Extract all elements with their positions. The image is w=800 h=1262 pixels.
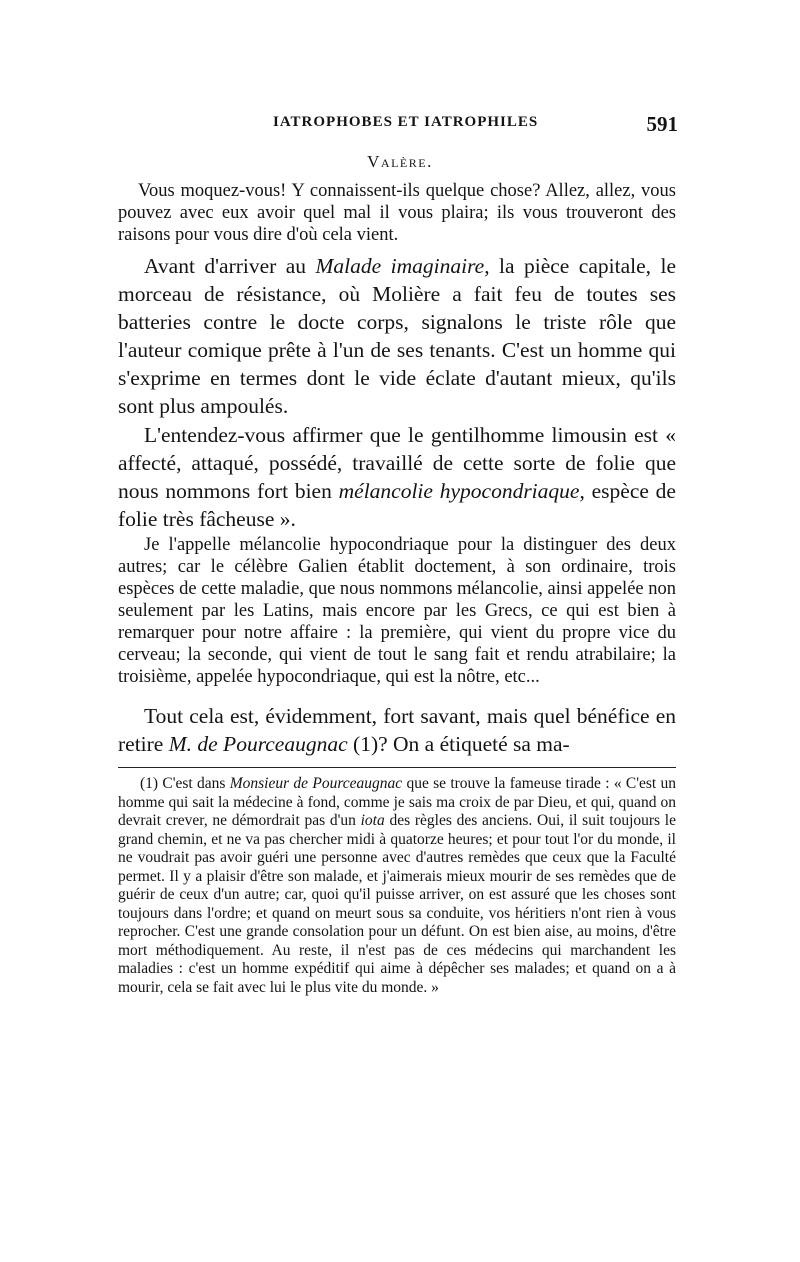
speech-block	[118, 180, 676, 246]
speech-text: Vous moquez-vous! Y connaissent-ils quelque chose? Allez, allez, vous pouvez avec eux avoir quel mal il vous plaira; ils vous trouveront des raisons pour vous dire d'où cela vient.	[118, 181, 676, 245]
play-title-italic: Malade imaginaire	[315, 254, 485, 278]
speaker-name: Valère.	[367, 152, 433, 171]
paragraph-2-text-end: , espèce de folie très fâcheuse ».	[118, 479, 676, 531]
paragraph-2-text-start: L'entendez-vous affirmer que le gentilhomme limousin est « affecté, attaqué, possédé, travaillé de cette sorte de folie que nous nommons fort bien	[118, 423, 676, 503]
paragraph-1-text-end: , la pièce capitale, le morceau de résistance, où Molière a fait feu de toutes ses batteries contre le docte corps, signalons le triste rôle que l'auteur comique prête à l'un de ses tenants. C'est un homme qui s'exprime en termes dont le vide éclate d'autant mieux, qu'ils sont plus ampoulés.	[118, 254, 676, 418]
quoted-passage-text: Je l'appelle mélancolie hypocondriaque pour la distinguer des deux autres; car le célèbre Galien établit doctement, à son ordinaire, trois espèces de cette maladie, que nous nommons mélancolie, ainsi appelée non seulement par les Latins, mais encore par les Grecs, ce qui est bien à remarquer pour notre affaire : la première, qui vient du propre vice du cerveau; la seconde, qui vient de tout le sang fait et rendu atrabilaire; la troisième, appelée hypocondriaque, qui est la nôtre, etc...	[118, 535, 676, 687]
paragraph-3-text-start: Tout cela est, évidemment, fort savant, mais quel bénéfice en retire	[118, 704, 676, 756]
footnote-text-start: (1) C'est dans	[140, 775, 230, 792]
footnote-iota: iota	[360, 812, 385, 829]
footnote-divider	[118, 767, 676, 768]
footnote	[118, 775, 676, 997]
paragraph-1-text-start: Avant d'arriver au	[144, 254, 316, 278]
page-header	[118, 114, 678, 138]
quoted-passage	[118, 534, 676, 688]
page-number: 591	[646, 112, 678, 136]
paragraph-3	[118, 702, 676, 758]
footnote-play-title: Monsieur de Pourceaugnac	[229, 775, 403, 792]
paragraph-2	[118, 421, 676, 533]
footnote-text-end: des règles des anciens. Oui, il suit toujours le grand chemin, et ne va pas chercher midi à quatorze heures; et pour tout l'or du monde, il ne voudrait pas avoir guéri une personne avec d'autres remèdes que ceux que la Faculté permet. Il y a plaisir d'être son malade, et j'aimerais mieux mourir de ses remèdes que de guérir de ceux d'un autre; car, quoi qu'il puisse arriver, on est assuré que les choses sont toujours dans l'ordre; et quand on meurt sous sa conduite, vos héritiers n'ont rien à vous reprocher. C'est une grande consolation pour un défunt. On est bien aise, au moins, d'être mort méthodiquement. Au reste, il n'est pas de ces médecins qui marchandent les maladies : c'est un homme expéditif qui aime à dépêcher ses malades; et quand on a à mourir, cela se fait avec lui le plus vite du monde. »	[118, 812, 676, 996]
footnote-text-middle: que se trouve la fameuse tirade : « C'est un homme qui sait la médecine à fond, comme je sais ma croix de par Dieu, et qui, quand on devrait crever, ne démordrait pas d'un	[118, 775, 677, 829]
paragraph-3-text-end: (1)? On a étiqueté sa ma-	[347, 732, 570, 756]
paragraph-1	[118, 252, 676, 420]
running-title: IATROPHOBES ET IATROPHILES	[273, 114, 539, 130]
play-title-italic-2: M. de Pourceaugnac	[168, 732, 348, 756]
diagnosis-italic: mélancolie hypocondriaque	[338, 479, 580, 503]
